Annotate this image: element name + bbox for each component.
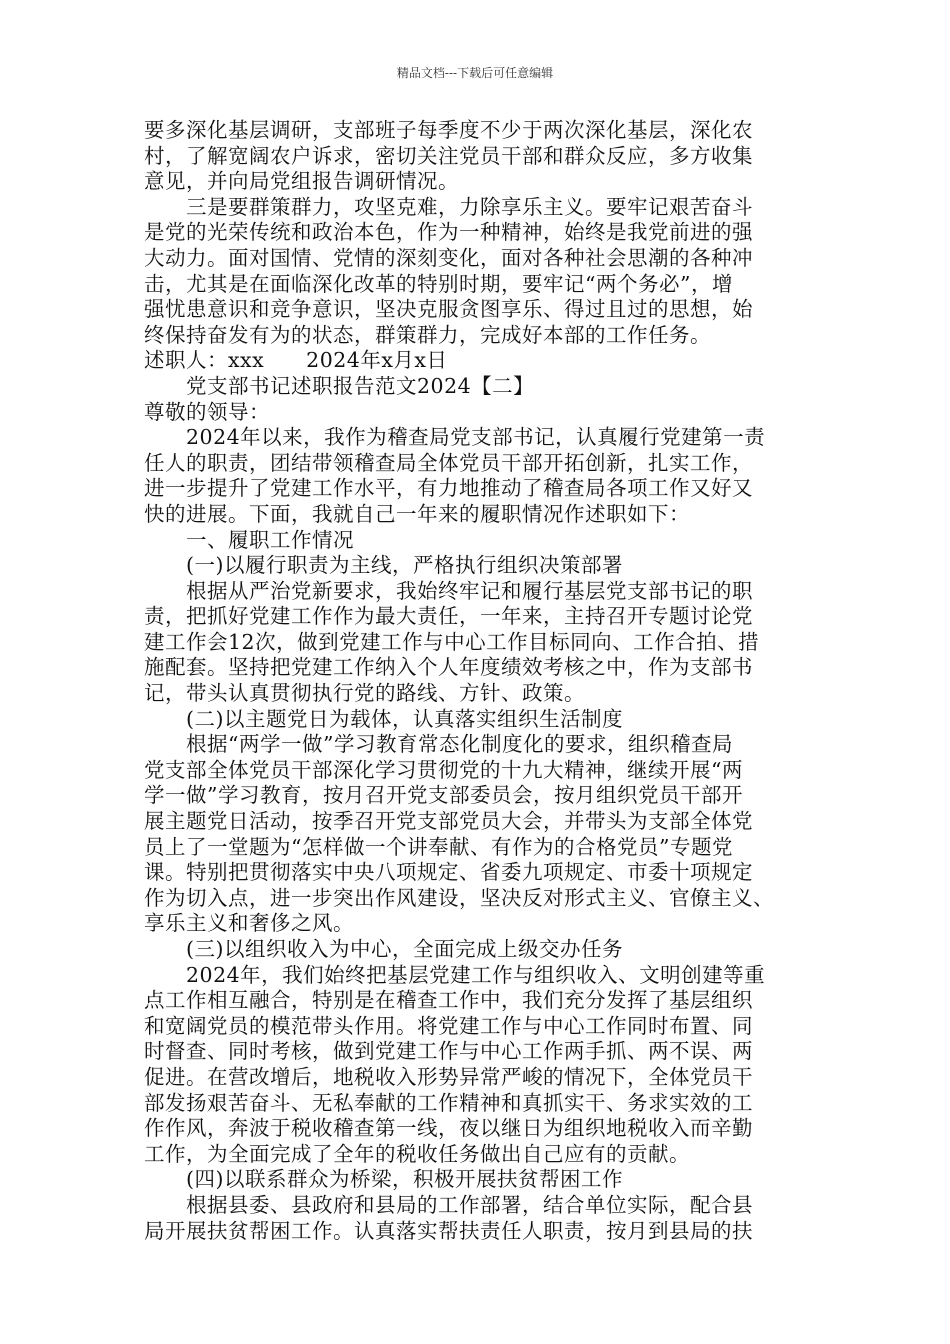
text-line: 根据从严治党新要求，我始终牢记和履行基层党支部书记的职: [186, 578, 753, 603]
text-line: 和宽阔党员的模范带头作用。将党建工作与中心工作同时布置、同: [144, 1013, 753, 1038]
text-line: 2024年以来，我作为稽查局党支部书记，认真履行党建第一责: [186, 425, 766, 450]
text-line: 员上了一堂题为“怎样做一个讲奉献、有作为的合格党员”专题党: [144, 834, 733, 859]
text-line: (四)以联系群众为桥梁，积极开展扶贫帮困工作: [186, 1167, 623, 1192]
text-line: 进一步提升了党建工作水平，有力地推动了稽查局各项工作又好又: [144, 476, 753, 501]
text-line: 一、履职工作情况: [186, 527, 354, 552]
text-line: 快的进展。下面，我就自己一年来的履职情况作述职如下：: [144, 501, 690, 526]
text-line: 点工作相互融合，特别是在稽查工作中，我们充分发挥了基层组织: [144, 988, 753, 1013]
text-line: 要多深化基层调研，支部班子每季度不少于两次深化基层，深化农: [144, 118, 753, 142]
text-line: 工作，为全面完成了全年的税收任务做出自己应有的贡献。: [144, 1141, 690, 1166]
text-line: 促进。在营改增后，地税收入形势异常严峻的情况下，全体党员干: [144, 1064, 753, 1089]
text-line: 2024年，我们始终把基层党建工作与组织收入、文明创建等重: [186, 962, 766, 987]
text-line: 学一做”学习教育，按月召开党支部委员会，按月组织党员干部开: [144, 783, 743, 808]
text-line: 述职人：xxx 2024年x月x日: [144, 348, 448, 373]
text-line: 施配套。坚持把党建工作纳入个人年度绩效考核之中，作为支部书: [144, 655, 753, 680]
text-line: 责，把抓好党建工作作为最大责任，一年来，主持召开专题讨论党: [144, 604, 753, 629]
text-line: 终保持奋发有为的状态，群策群力，完成好本部的工作任务。: [144, 322, 711, 347]
text-line: 部发扬艰苦奋斗、无私奉献的工作精神和真抓实干、务求实效的工: [144, 1090, 753, 1115]
text-line: 任人的职责，团结带领稽查局全体党员干部开拓创新，扎实工作，: [144, 450, 753, 475]
text-line: (一)以履行职责为主线，严格执行组织决策部署: [186, 553, 623, 578]
text-line: 记，带头认真贯彻执行党的路线、方针、政策。: [144, 681, 585, 706]
text-line: 展主题党日活动，按季召开党支部党员大会，并带头为支部全体党: [144, 809, 753, 834]
text-line: 根据“两学一做”学习教育常态化制度化的要求，组织稽查局: [186, 732, 733, 757]
text-line: 建工作会12次，做到党建工作与中心工作目标同向、工作合拍、措: [144, 629, 760, 654]
text-line: 大动力。面对国情、党情的深刻变化，面对各种社会思潮的各种冲: [144, 245, 753, 270]
text-line: 尊敬的领导：: [144, 399, 270, 424]
text-line: 强忧患意识和竞争意识，坚决克服贪图享乐、得过且过的思想，始: [144, 297, 753, 322]
text-line: 三是要群策群力，攻坚克难，力除享乐主义。要牢记艰苦奋斗: [186, 194, 753, 219]
text-line: 村，了解宽阔农户诉求，密切关注党员干部和群众反应，多方收集: [144, 143, 753, 168]
text-line: 党支部全体党员干部深化学习贯彻党的十九大精神，继续开展“两: [144, 757, 743, 782]
text-line: 时督查、同时考核，做到党建工作与中心工作两手抓、两不误、两: [144, 1039, 753, 1064]
document-body: [144, 118, 824, 1244]
page-header: 精品文档---下载后可任意编辑: [396, 66, 554, 80]
text-line: 局开展扶贫帮困工作。认真落实帮扶责任人职责，按月到县局的扶: [144, 1218, 753, 1243]
text-line: 课。特别把贯彻落实中央八项规定、省委九项规定、市委十项规定: [144, 860, 753, 885]
text-line: 作为切入点，进一步突出作风建设，坚决反对形式主义、官僚主义、: [144, 885, 774, 910]
text-line: 根据县委、县政府和县局的工作部署，结合单位实际，配合县: [186, 1192, 753, 1217]
text-line: 击，尤其是在面临深化改革的特别时期，要牢记“两个务必”，增: [144, 271, 733, 296]
text-line: 享乐主义和奢侈之风。: [144, 911, 354, 936]
text-line: (二)以主题党日为载体，认真落实组织生活制度: [186, 706, 623, 731]
text-line: 意见，并向局党组报告调研情况。: [144, 169, 459, 194]
text-line: 是党的光荣传统和政治本色，作为一种精神，始终是我党前进的强: [144, 220, 753, 245]
text-line: (三)以组织收入为中心，全面完成上级交办任务: [186, 937, 623, 961]
text-line: 党支部书记述职报告范文2024【二】: [186, 373, 535, 398]
text-line: 作作风，奔波于税收稽查第一线，夜以继日为组织地税收入而辛勤: [144, 1116, 753, 1141]
